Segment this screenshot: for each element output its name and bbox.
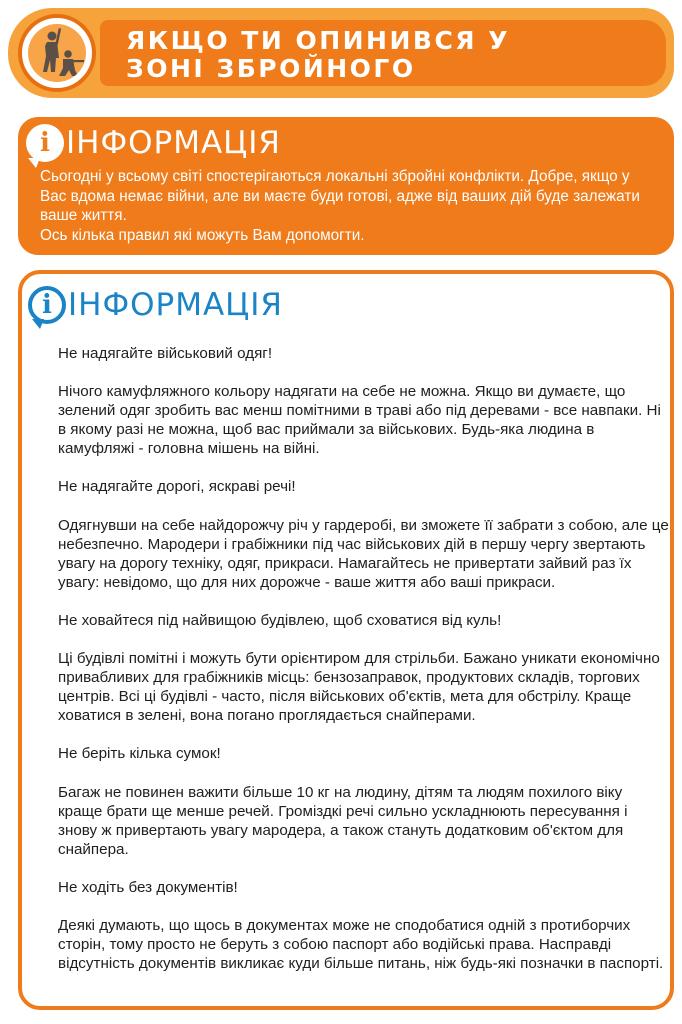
info-logo xyxy=(28,286,283,324)
header-banner xyxy=(8,8,674,98)
page-title-line-1: ЯКЩО ТИ ОПИНИВСЯ У xyxy=(126,26,511,55)
rule-body: Багаж не повинен важити більше 10 кг на людину, дітям та людям похилого віку краще брати ще менше речей. Громіздкі речі сильно ускладнюють пересування і знову ж привертають увагу мародера, а також стануть додатковим об'єктом для снайпера. xyxy=(58,783,628,858)
page-title-line-2: ЗОНІ ЗБРОЙНОГО xyxy=(126,54,416,83)
rule-body: Одягнувши на себе найдорожчу річ у гардеробі, ви зможете її забрати з собою, але це небезпечно. Мародери і грабіжники під час військових дій в першу чергу звертають увагу на дорогу техніку, одяг, прикраси. Намагайтесь не привертати зайвий раз їх увагу: невідомо, що для них дорожче - ваше життя або ваші прикраси. xyxy=(58,516,669,591)
rule-heading: Не ходіть без документів! xyxy=(58,878,238,896)
intro-paragraph: Ось кілька правил які можуть Вам допомогти. xyxy=(40,226,365,244)
intro-panel xyxy=(18,117,674,255)
rules-panel xyxy=(18,270,674,1010)
info-icon-letter: i xyxy=(40,128,50,158)
info-icon-letter: i xyxy=(42,290,52,320)
rule-body: Деякі думають, що щось в документах може не сподобатися одній з протиборчих сторін, тому просто не беруть з собою паспорт або водійські права. Насправді відсутність документів викликає куди більше питань, ніж будь-які позначки в паспорті. xyxy=(58,916,664,973)
rule-body: Ці будівлі помітні і можуть бути орієнтиром для стрільби. Бажано уникати економічно привабливих для грабіжників місць: бензозаправок, продуктових складів, торгових центрів. Всі ці будівлі - часто, після військових об'єктів, мета для обстрілу. Краще ховатися в зелені, вона погано проглядається снайперами. xyxy=(58,650,660,725)
info-icon xyxy=(28,286,66,324)
info-logo xyxy=(26,124,281,162)
info-heading: ІНФОРМАЦІЯ xyxy=(68,287,283,323)
info-icon xyxy=(26,124,64,162)
rule-heading: Не беріть кілька сумок! xyxy=(58,745,221,763)
info-heading: ІНФОРМАЦІЯ xyxy=(66,125,281,161)
page-title xyxy=(126,27,646,83)
intro-text xyxy=(40,167,660,245)
rule-heading: Не ховайтеся під найвищою будівлею, щоб сховатися від куль! xyxy=(58,611,502,629)
intro-paragraph: Сьогодні у всьому світі спостерігаються локальні збройні конфлікти. Добре, якщо у Вас вдома немає війни, але ви маєте буди готові, адже від ваших дій буде залежати ваше життя. xyxy=(40,168,640,224)
rule-body: Нічого камуфляжного кольору надягати на себе не можна. Якщо ви думаєте, що зелений одяг зробить вас менш помітними в траві або під деревами - все навпаки. Ні в якому разі не можна, щоб вас приймали за військових. Будь-яка людина в камуфляжі - головна мішень на війні. xyxy=(58,383,661,458)
rule-heading: Не надягайте дорогі, яскраві речі! xyxy=(58,478,296,496)
rules-list xyxy=(58,344,670,992)
header-emblem xyxy=(18,14,96,92)
rule-heading: Не надягайте військовий одяг! xyxy=(58,345,273,362)
soldier-silhouette-icon xyxy=(28,24,86,82)
